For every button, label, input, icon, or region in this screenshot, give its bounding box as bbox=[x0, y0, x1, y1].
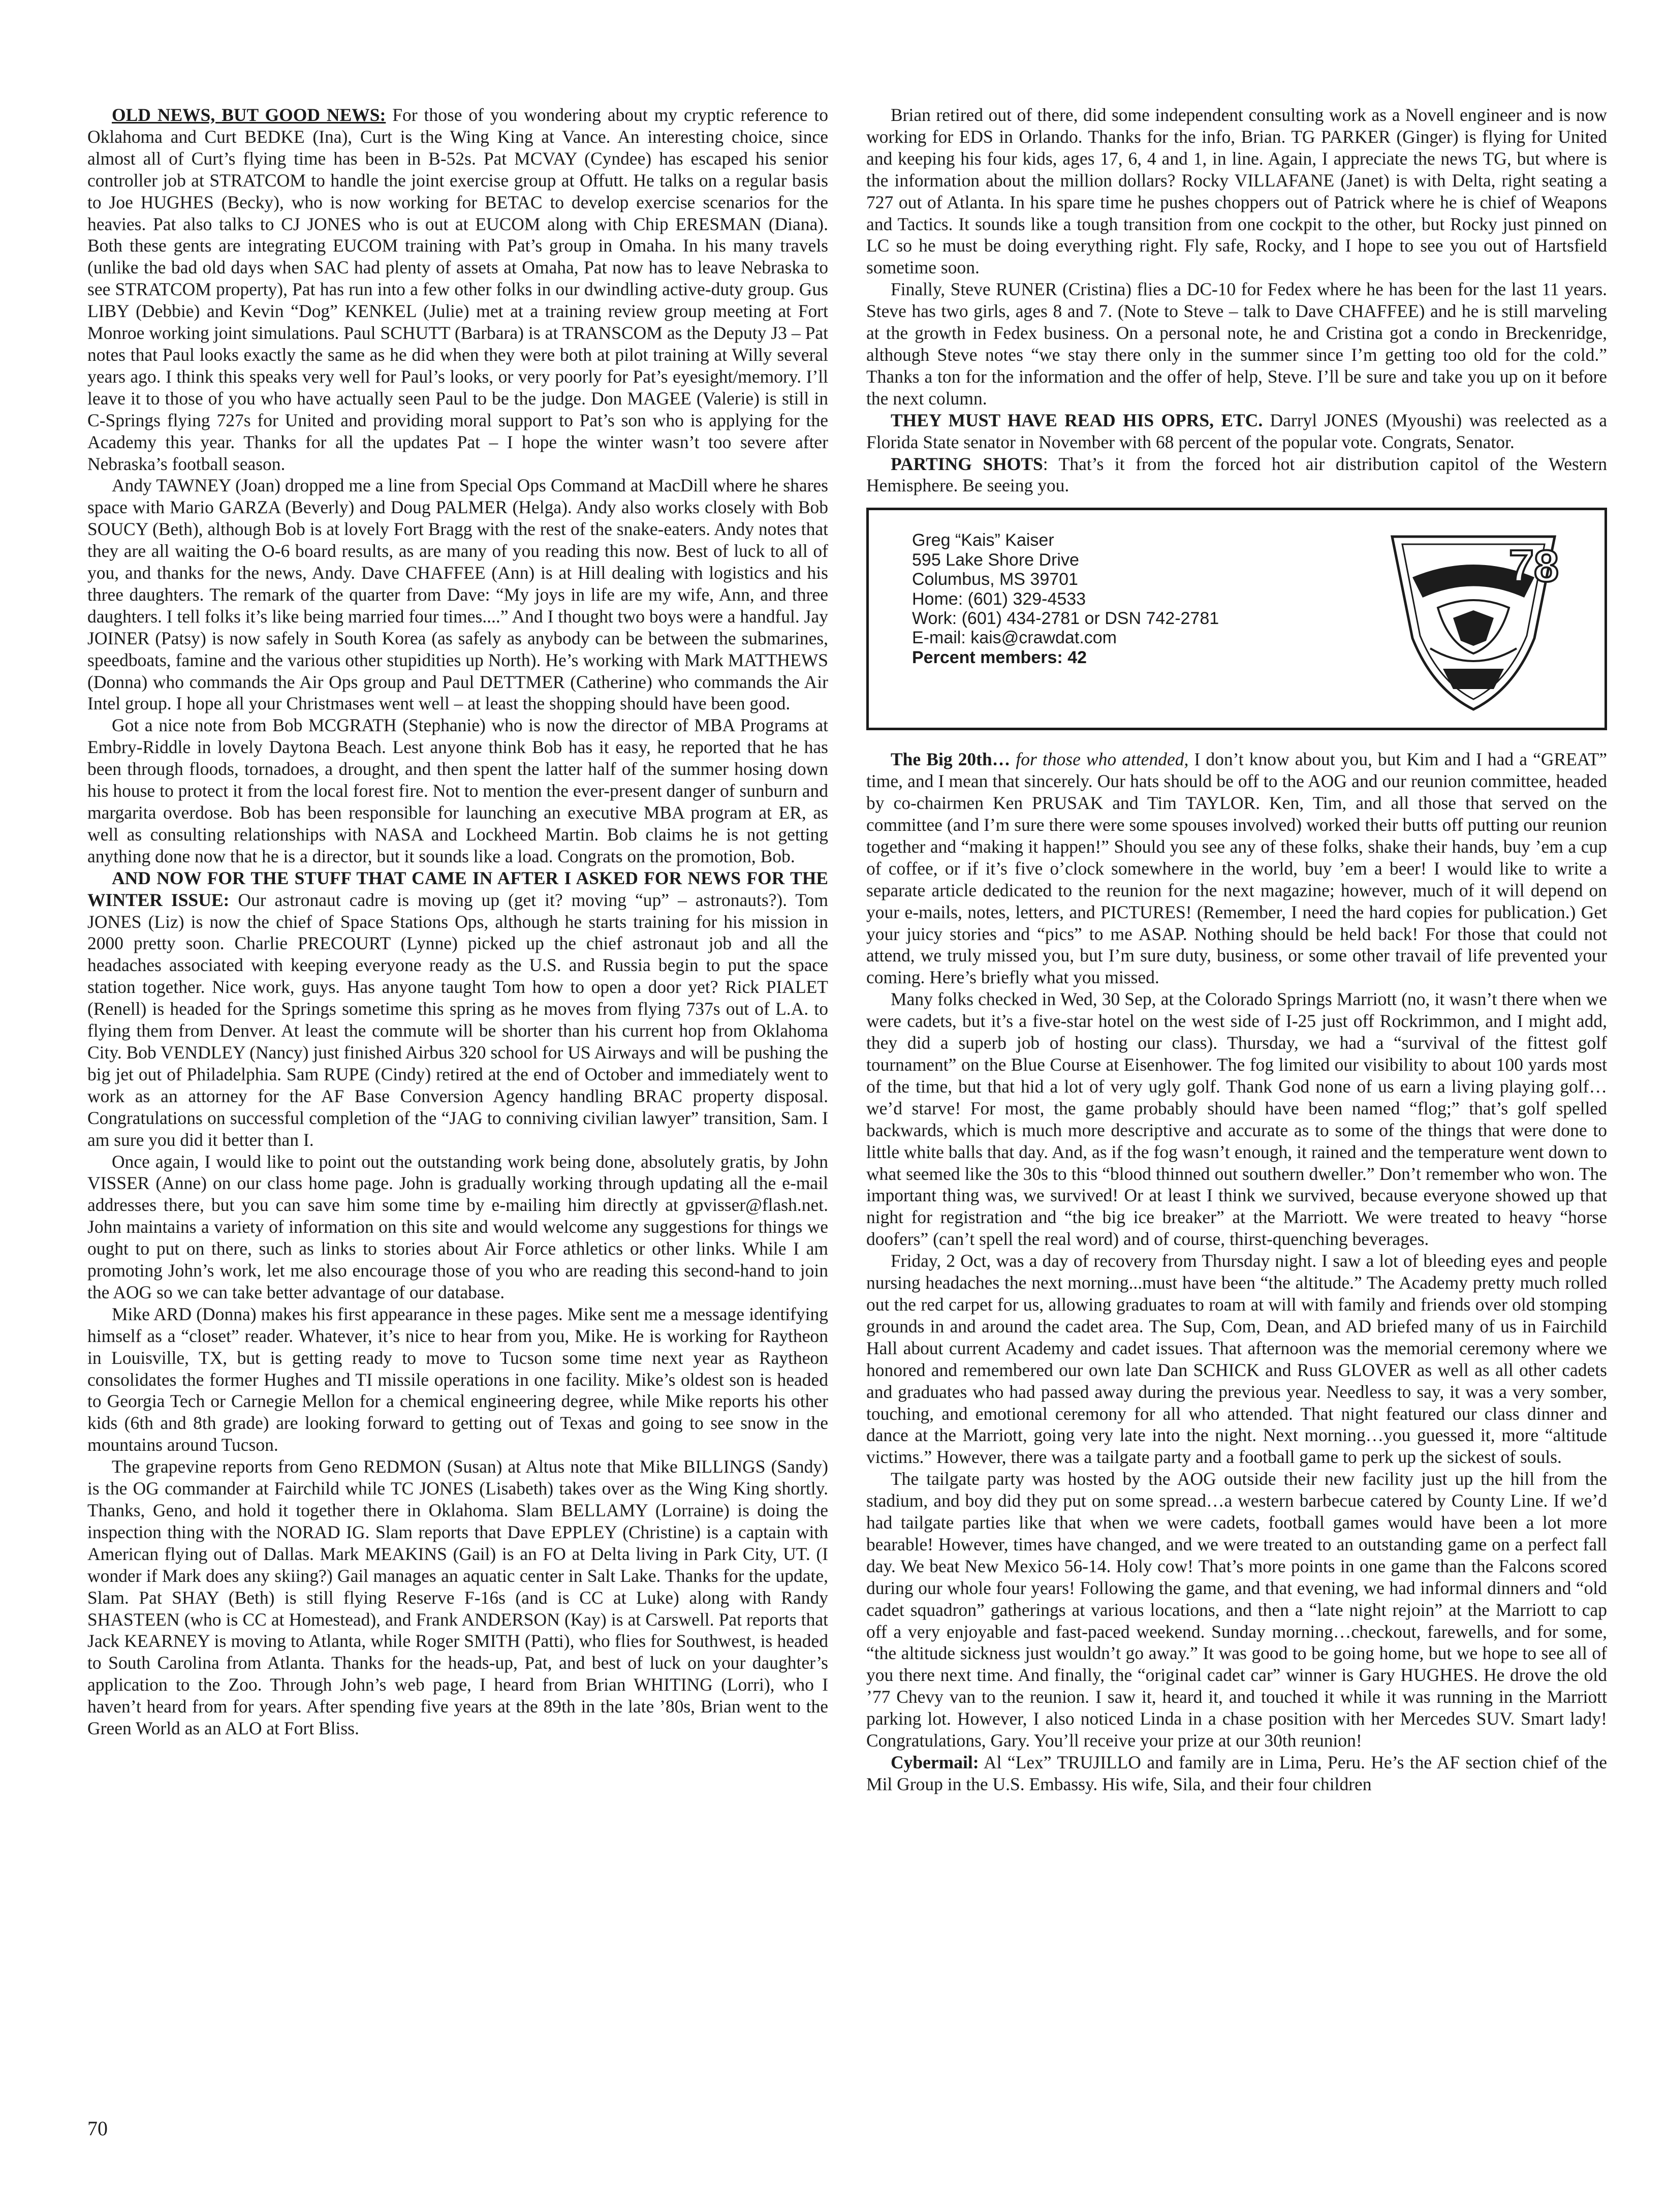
paragraph-text: Brian retired out of there, did some independent consulting work as a Novell engineer and is now working for EDS in Orlando. Thanks for the info, Brian. TG PARKER (Ginger) is flying for United and keeping his four kids, ages 17, 6, 4 and 1, in line. Again, I appreciate the news TG, but where is the information about the million dollars? Rocky VILLAFANE (Janet) is with Delta, right seating a 727 out of Atlanta. In his spare time he pushes choppers out of Patrick where he is chief of Weapons and Tactics. It sounds like a tough transition from one cockpit to the other, but Rocky just pinned on LC so he must be doing everything right. Fly safe, Rocky, and I hope to see you out of Hartsfield sometime soon. bbox=[866, 105, 1607, 278]
contact-percent-members: Percent members: 42 bbox=[912, 647, 1087, 667]
right-column-top bbox=[866, 104, 1607, 496]
paragraph bbox=[87, 714, 828, 867]
class-crest-icon bbox=[1382, 521, 1565, 714]
paragraph-text: Finally, Steve RUNER (Cristina) flies a DC-10 for Fedex where he has been for the last 11 years. Steve has two girls, ages 8 and 7. (Note to Steve – talk to Dave CHAFFEE) and he is still marveling at the growth in Fedex business. On a personal note, he and Cristina got a condo in Breckenridge, although Steve notes “we stay there only in the summer since I’m getting too old for the cold.” Thanks a ton for the information and the offer of help, Steve. I’ll be sure and take you up on it before the next column. bbox=[866, 279, 1607, 409]
paragraph-text: The grapevine reports from Geno REDMON (Susan) at Altus note that Mike BILLINGS (Sandy) is the OG commander at Fairchild while TC JONES (Lisabeth) takes over as the Wing King shortly. Thanks, Geno, and hold it together there in Oklahoma. Slam BELLAMY (Lorraine) is doing the inspection thing with the NORAD IG. Slam reports that Dave EPPLEY (Christine) is a captain with American flying out of Dallas. Mark MEAKINS (Gail) is an FO at Delta living in Park City, UT. (I wonder if Mark does any skiing?) Gail manages an aquatic center in Salt Lake. Thanks for the update, Slam. Pat SHAY (Beth) is still flying Reserve F-16s (and is CC at Luke) along with Randy SHASTEEN (who is CC at Homestead), and Frank ANDERSON (Kay) is at Carswell. Pat reports that Jack KEARNEY is moving to Atlanta, while Roger SMITH (Patti), who flies for Southwest, is headed to South Carolina from Atlanta. Thanks for the heads-up, Pat, and best of luck on your daughter’s application to the Zoo. Through John’s web page, I heard from Brian WHITING (Lorri), who I haven’t heard from for years. After spending five years at the 89th in the late ’80s, Brian went to the Green World as an ALO at Fort Bliss. bbox=[87, 1456, 828, 1739]
paragraph-lead: THEY MUST HAVE READ HIS OPRS, ETC. bbox=[891, 410, 1263, 430]
paragraph-lead: The Big 20th… bbox=[891, 749, 1011, 770]
paragraph-text: Got a nice note from Bob MCGRATH (Stephanie) who is now the director of MBA Programs at Embry-Riddle in lovely Daytona Beach. Lest anyone think Bob has it easy, he reported that he has been through floods, tornadoes, a drought, and then spent the latter half of the summer hosing down his house to protect it from the local forest fire. Not to mention the ever-present danger of sunburn and margarita overdose. Bob has been responsible for launching an executive MBA program at ER, as well as consulting relationships with NASA and Lockheed Martin. Bob claims he is not getting anything done now that he is a director, but it sounds like a load. Congrats on the promotion, Bob. bbox=[87, 715, 828, 866]
paragraph bbox=[866, 410, 1607, 453]
paragraph bbox=[87, 867, 828, 1151]
paragraph-text: Once again, I would like to point out the outstanding work being done, absolutely gratis, by John VISSER (Anne) on our class home page. John is gradually working through updating all the e-mail addresses there, but you can save him some time by e-mailing him directly at gpvisser@flash.net. John maintains a variety of information on this site and would welcome any suggestions for things we ought to put on there, such as links to stories about Air Force athletics or other links. While I am promoting John’s work, let me also encourage those of you who are reading this second-hand to join the AOG so we can take better advantage of our database. bbox=[87, 1151, 828, 1302]
paragraph-text: For those of you wondering about my cryptic reference to Oklahoma and Curt BEDKE (Ina), Curt is the Wing King at Vance. An interesting choice, since almost all of Curt’s flying time has been in B-52s. Pat MCVAY (Cyndee) has escaped his senior controller job at STRATCOM to handle the joint exercise group at Offutt. He talks on a regular basis to Joe HUGHES (Becky), who is now working for BETAC to develop exercise scenarios for the heavies. Pat also talks to CJ JONES who is out at EUCOM along with Chip ERESMAN (Diana). Both these gents are integrating EUCOM training with Pat’s group in Omaha. In his many travels (unlike the bad old days when SAC had plenty of assets at Omaha, Pat now has to leave Nebraska to see STRATCOM property), Pat has run into a few other folks in our dwindling active-duty group. Gus LIBY (Debbie) and Kevin “Dog” KENKEL (Julie) met at a training review group meeting at Fort Monroe working joint simulations. Paul SCHUTT (Barbara) is at TRANSCOM as the Deputy J3 – Pat notes that Paul looks exactly the same as he did when they were both at pilot training at Willy several years ago. I think this speaks very well for Paul’s looks, or very poorly for Pat’s eyesight/memory. I’ll leave it to those of you who have actually seen Paul to be the judge. Don MAGEE (Valerie) is still in C-Springs flying 727s for United and providing moral support to Pat’s son who is applying for the Academy this year. Thanks for all the updates Pat – I hope the winter wasn’t too severe after Nebraska’s football season. bbox=[87, 105, 828, 474]
paragraph-lead: OLD NEWS, BUT GOOD NEWS: bbox=[112, 105, 386, 125]
paragraph-lead: PARTING SHOTS bbox=[891, 453, 1043, 474]
paragraph bbox=[866, 988, 1607, 1250]
paragraph-text: Mike ARD (Donna) makes his first appearance in these pages. Mike sent me a message identifying himself as a “closet” reader. Whatever, it’s nice to hear from you, Mike. He is working for Raytheon in Louisville, TX, but is getting ready to move to Tucson some time next year as Raytheon consolidates the former Hughes and TI missile operations in one facility. Mike’s oldest son is headed to Georgia Tech or Carnegie Mellon for a chemical engineering degree, while Mike reports his other kids (6th and 8th grade) are looking forward to getting out of Texas and going to see snow in the mountains around Tucson. bbox=[87, 1303, 828, 1455]
contact-name: Greg “Kais” Kaiser bbox=[912, 531, 1054, 550]
paragraph-text: Our astronaut cadre is moving up (get it? moving “up” – astronauts?). Tom JONES (Liz) is now the chief of Space Stations Ops, although he starts training for his mission in 2000 pretty soon. Charlie PRECOURT (Lynne) picked up the chief astronaut job and all the headaches associated with keeping everyone ready as the U.S. and Russia begin to put the space station together. Nice work, guys. Has anyone taught Tom how to open a door yet? Rick PIALET (Renell) is headed for the Springs sometime this spring as he moves from flying 737s out of L.A. to flying them from Denver. At least the commute will be shorter than his current hop from Oklahoma City. Bob VENDLEY (Nancy) just finished Airbus 320 school for US Airways and will be pushing the big jet out of Philadelphia. Sam RUPE (Cindy) retired at the end of October and immediately went to work as an attorney for the AF Base Conversion Agency handling BRAC property disposal. Congratulations on successful completion of the “JAG to conniving civilian lawyer” transition, Sam. I am sure you did it better than I. bbox=[87, 889, 828, 1150]
paragraph-text: Darryl JONES (Myoushi) was reelected as a Florida State senator in November with 68 percent of the popular vote. Congrats, Senator. bbox=[866, 410, 1607, 452]
paragraph bbox=[87, 1151, 828, 1303]
paragraph-text: : That’s it from the forced hot air distribution capitol of the Western Hemisphere. Be seeing you. bbox=[866, 453, 1607, 496]
crest-year-text: 78 bbox=[1509, 541, 1559, 591]
paragraph-italic-lead: for those who attended, bbox=[1016, 749, 1189, 770]
paragraph bbox=[866, 453, 1607, 497]
right-column bbox=[866, 104, 1607, 1795]
contact-city: Columbus, MS 39701 bbox=[912, 570, 1078, 589]
paragraph bbox=[866, 1250, 1607, 1468]
paragraph-text: Friday, 2 Oct, was a day of recovery from Thursday night. I saw a lot of bleeding eyes and people nursing headaches the next morning...must have been “the altitude.” The Academy pretty much rolled out the red carpet for us, allowing graduates to roam at will with family and friends over old stomping grounds in and around the cadet area. The Sup, Com, Dean, and AD briefed many of us in Fairchild Hall about current Academy and cadet issues. That afternoon was the memorial ceremony where we honored and remembered our own late Dan SCHICK and Russ GLOVER as well as all other cadets and graduates who had passed away during the previous year. Needless to say, it was a very somber, touching, and emotional ceremony for all who attended. That night featured our class dinner and dance at the Marriott, going very late into the night. Next morning…you guessed it, more “altitude victims.” However, there was a tailgate party and a football game to perk up the sickest of souls. bbox=[866, 1251, 1607, 1468]
paragraph bbox=[866, 1752, 1607, 1795]
paragraph-lead: AND NOW FOR THE STUFF THAT CAME IN AFTER I ASKED FOR NEWS FOR THE WINTER ISSUE: bbox=[87, 867, 828, 910]
contact-work-phone: Work: (601) 434-2781 or DSN 742-2781 bbox=[912, 608, 1219, 628]
contact-street: 595 Lake Shore Drive bbox=[912, 550, 1079, 570]
paragraph bbox=[87, 1456, 828, 1739]
paragraph-lead: Cybermail: bbox=[891, 1752, 979, 1772]
contact-lines bbox=[912, 531, 1318, 667]
contact-home-phone: Home: (601) 329-4533 bbox=[912, 589, 1086, 609]
paragraph bbox=[866, 104, 1607, 278]
right-column-bottom bbox=[866, 749, 1607, 1795]
paragraph bbox=[866, 278, 1607, 409]
paragraph-text: Al “Lex” TRUJILLO and family are in Lima, Peru. He’s the AF section chief of the Mil Group in the U.S. Embassy. His wife, Sila, and their four children bbox=[866, 1752, 1607, 1794]
paragraph bbox=[87, 104, 828, 475]
paragraph-text: Andy TAWNEY (Joan) dropped me a line from Special Ops Command at MacDill where he shares space with Mario GARZA (Beverly) and Doug PALMER (Helga). Andy also works closely with Bob SOUCY (Beth), although Bob is at lovely Fort Bragg with the rest of the snake-eaters. Andy notes that they are all waiting the O-6 board results, as are many of you reading this now. Best of luck to all of you, and thanks for the news, Andy. Dave CHAFFEE (Ann) is at Hill dealing with logistics and his three daughters. The remark of the quarter from Dave: “My joys in life are my wife, Ann, and three daughters. I tell folks it’s like being married four times....” And I thought two boys were a handful. Jay JOINER (Patsy) is now safely in South Korea (as safely as anybody can be between the submarines, speedboats, famine and the various other stupidities up North). He’s working with Mark MATTHEWS (Donna) who commands the Air Ops group and Paul DETTMER (Catherine) who commands the Air Intel group. I hope all your Christmases went well – at least the shopping should have been good. bbox=[87, 475, 828, 714]
left-column bbox=[87, 104, 828, 1739]
page-number: 70 bbox=[87, 2117, 108, 2140]
paragraph bbox=[866, 1468, 1607, 1752]
paragraph-text: Many folks checked in Wed, 30 Sep, at the Colorado Springs Marriott (no, it wasn’t there when we were cadets, but it’s a five-star hotel on the west side of I-25 just off Rockrimmon, and I might add, they did a superb job of hosting our class). Thursday, we had a “survival of the fittest golf tournament” on the Blue Course at Eisenhower. The fog limited our visibility to about 100 yards most of the time, but that hid a lot of very ugly golf. Thank God none of us earn a living playing golf…we’d starve! For most, the game probably should have been named “flog;” that’s golf spelled backwards, which is much more descriptive and accurate as to some of the things that were done to little white balls that day. And, as if the fog wasn’t enough, it rained and the temperature went down to what seemed like the 30s to this “blood thinned out southern dweller.” Don’t remember who won. The important thing was, we survived! Or at least I think we survived, because everyone showed up that night for registration and “the big ice breaker” at the Marriott. We were treated to heavy “horse doofers” (can’t spell the real word) and of course, thirst-quenching beverages. bbox=[866, 989, 1607, 1250]
contact-email: E-mail: kais@crawdat.com bbox=[912, 628, 1117, 648]
paragraph bbox=[87, 1303, 828, 1456]
paragraph-text: I don’t know about you, but Kim and I had a “GREAT” time, and I mean that sincerely. Our hats should be off to the AOG and our reunion committee, headed by co-chairmen Ken PRUSAK and Tim TAYLOR. Ken, Tim, and all those that served on the committee (and I’m sure there were some spouses involved) worked their butts off putting our reunion together and “making it happen!” Should you see any of these folks, shake their hands, buy ’em a cup of coffee, or if it’s five o’clock somewhere in the world, buy ’em a beer! I would like to write a separate article dedicated to the reunion for the next magazine; however, much of it will depend on your e-mails, notes, letters, and PICTURES! (Remember, I need the hard copies for publication.) Get your juicy stories and “pics” to me ASAP. Nothing should be held back! For those that could not attend, we truly missed you, but I’m sure duty, business, or some other travail of life prevented your coming. Here’s briefly what you missed. bbox=[866, 749, 1608, 988]
paragraph bbox=[866, 749, 1607, 988]
contact-box bbox=[866, 508, 1607, 730]
paragraph bbox=[87, 475, 828, 714]
paragraph-text: The tailgate party was hosted by the AOG outside their new facility just up the hill from the stadium, and boy did they put on some spread…a western barbecue catered by County Line. If we’d had tailgate parties like that when we were cadets, football games would have been a lot more bearable! However, times have changed, and we were treated to an outstanding game on a perfect fall day. We beat New Mexico 56-14. Holy cow! That’s more points in one game than the Falcons scored during our whole four years! Following the game, and that evening, we had informal dinners and “old cadet squadron” gatherings at various locations, and then a “late night rejoin” at the Marriott to cap off a very enjoyable and fast-paced weekend. Sunday morning…checkout, farewells, and for some, “the altitude sickness just wouldn’t go away.” It was good to be going home, but we hope to see all of you there next time. And finally, the “original cadet car” winner is Gary HUGHES. He drove the old ’77 Chevy van to the reunion. I saw it, heard it, and touched it while it was running in the Marriott parking lot. However, I also noticed Linda in a chase position with her Mercedes SUV. Smart lady! Congratulations, Gary. You’ll receive your prize at our 30th reunion! bbox=[866, 1469, 1607, 1751]
